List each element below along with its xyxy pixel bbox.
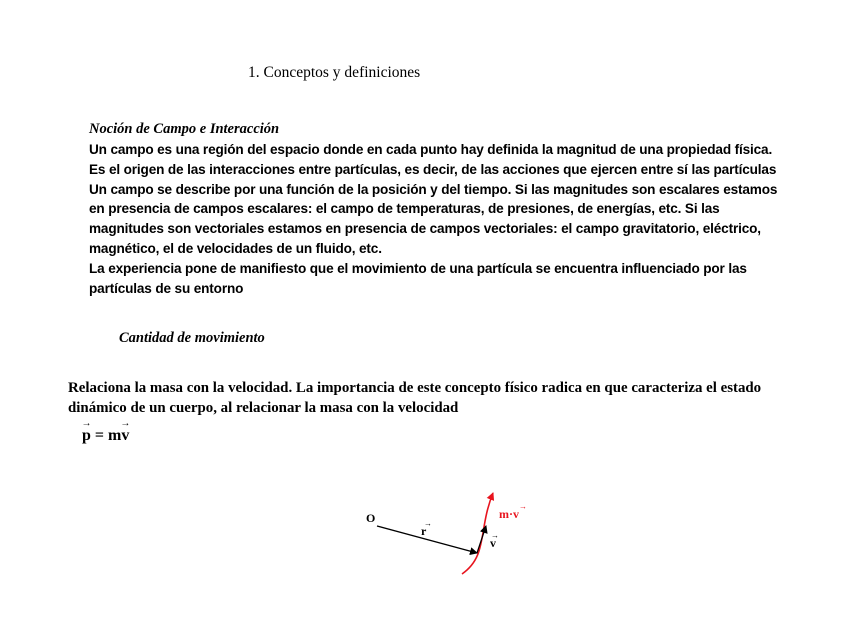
campo-paragraph-experience: La experiencia pone de manifiesto que el movimiento de una partícula se encuentra influenciado por las partículas de su entorno (89, 260, 747, 296)
position-arrow-icon: → (424, 519, 432, 528)
cantidad-heading: Cantidad de movimiento (119, 330, 265, 346)
velocity-vector-v (477, 526, 486, 553)
formula-v: → v (121, 427, 129, 445)
momentum-label: m·v (499, 507, 519, 521)
origin-label: O (366, 511, 376, 525)
campo-paragraph-description: Un campo se describe por una función de la posición y del tiempo. Si las magnitudes son escalares estamos en presencia de campos escalares: el campo de temperaturas, de presiones, de energías, etc. Si las magnitudes son vectoriales estamos en presencia de campos vectoriales: el campo gravitatorio, eléctrico, magnético, el de velocidades de un fluido, etc. (89, 181, 778, 256)
momentum-arrow-icon: → (519, 502, 527, 511)
momentum-formula (82, 427, 129, 445)
formula-p: → p (82, 427, 91, 445)
cantidad-paragraph: Relaciona la masa con la velocidad. La importancia de este concepto físico radica en que caracteriza el estado dinámico de un cuerpo, al relacionar la masa con la velocidad (68, 380, 762, 416)
velocity-arrow-icon: → (491, 531, 499, 540)
velocity-label: v (490, 536, 496, 550)
campo-body (89, 140, 789, 298)
momentum-diagram (360, 488, 560, 583)
position-vector-r (377, 526, 477, 553)
section-title: 1. Conceptos y definiciones (248, 64, 421, 81)
cantidad-body (68, 378, 788, 418)
position-label: r (421, 524, 427, 538)
campo-paragraph-definition: Un campo es una región del espacio donde en cada punto hay definida la magnitud de una propiedad física. Es el origen de las interacciones entre partículas, es decir, de las acciones que ejercen entre sí las partículas (89, 142, 777, 177)
campo-heading: Noción de Campo e Interacción (89, 121, 280, 137)
formula-equals: = m (90, 427, 122, 444)
trajectory-curve (462, 493, 493, 574)
